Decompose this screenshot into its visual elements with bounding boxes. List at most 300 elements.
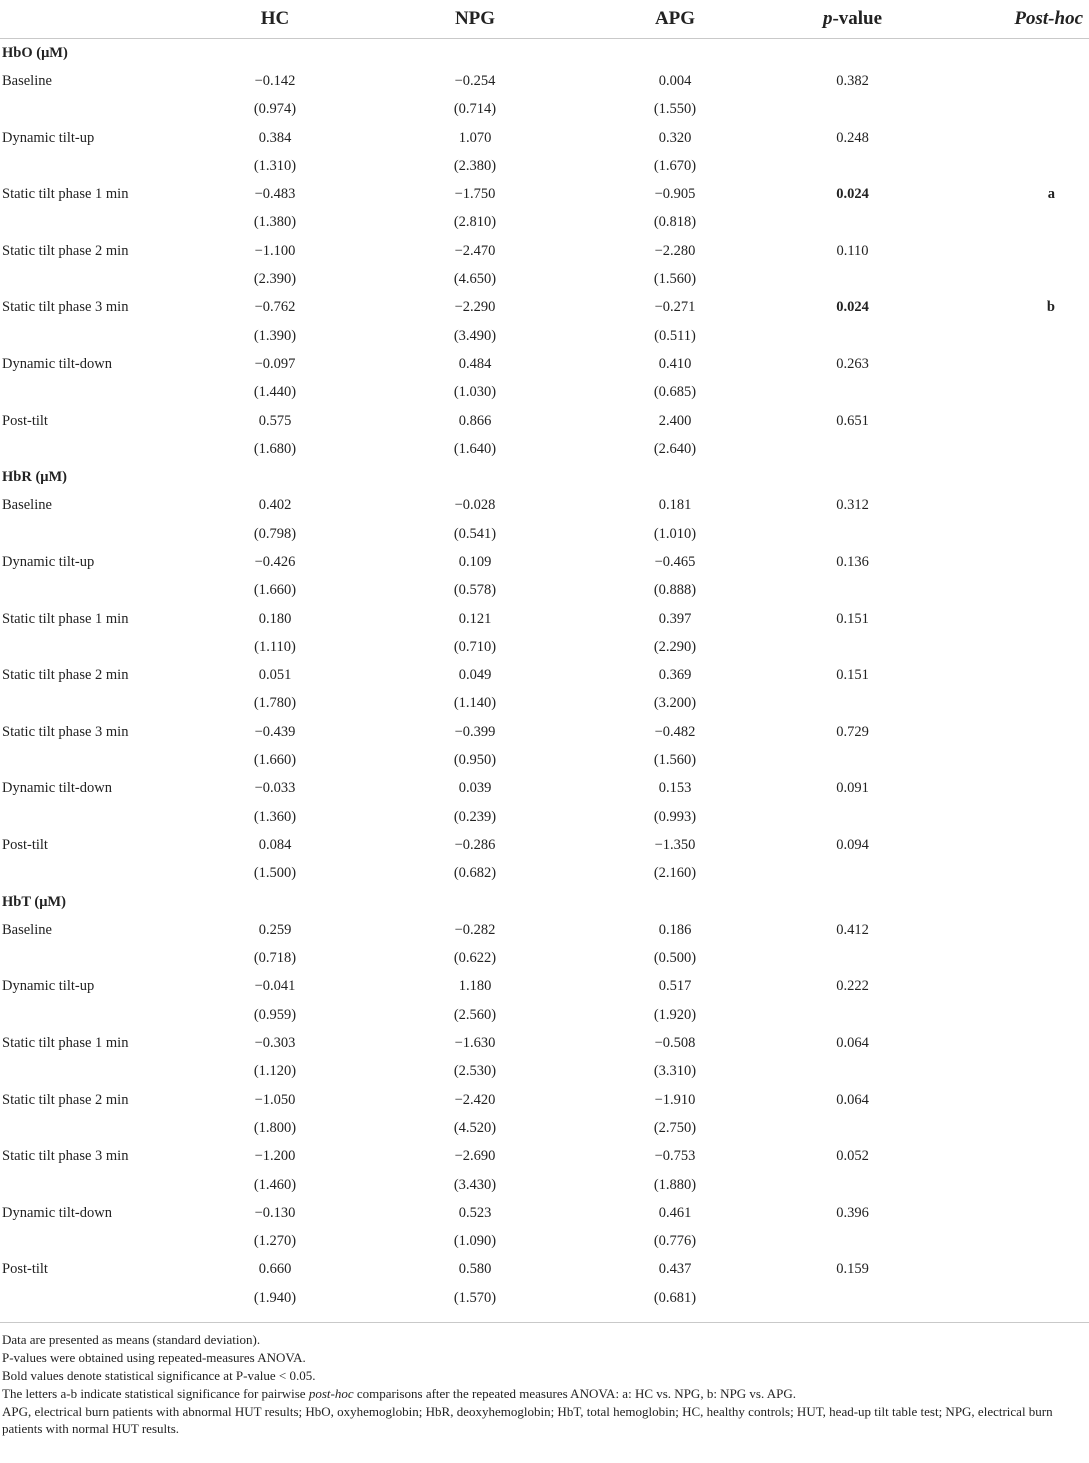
apg-mean: 0.369 [658, 667, 692, 684]
post-hoc [930, 407, 1089, 435]
npg-mean: 0.121 [458, 610, 492, 627]
apg-mean: −0.753 [654, 1148, 696, 1165]
hc-sd: (1.360) [253, 808, 297, 825]
row-label-empty [0, 746, 175, 774]
apg-sd: (0.888) [653, 582, 697, 599]
post-hoc [930, 605, 1089, 633]
row-label: Static tilt phase 1 min [2, 610, 129, 627]
hc-mean: 0.402 [258, 497, 292, 514]
post-hoc-empty [930, 1001, 1089, 1029]
hc-sd: (1.120) [253, 1063, 297, 1080]
p-value-empty [775, 520, 930, 548]
apg-sd: (0.818) [653, 214, 697, 231]
table-row [0, 1199, 1089, 1227]
row-label-empty [0, 1058, 175, 1086]
apg-sd: (2.160) [653, 865, 697, 882]
table-row [0, 294, 1089, 322]
p-value-empty [775, 1227, 930, 1255]
row-label-empty [0, 577, 175, 605]
p-value-empty [775, 1171, 930, 1199]
hc-sd: (0.959) [253, 1006, 297, 1023]
header-npg: NPG [375, 0, 575, 39]
npg-sd: (1.140) [453, 695, 497, 712]
npg-sd: (1.640) [453, 440, 497, 457]
hc-mean: −1.200 [254, 1148, 296, 1165]
table-row [0, 1029, 1089, 1057]
post-hoc [930, 973, 1089, 1001]
table-row [0, 548, 1089, 576]
apg-sd: (1.670) [653, 157, 697, 174]
apg-mean: 0.186 [658, 921, 692, 938]
hc-mean: −0.426 [254, 553, 296, 570]
hc-mean: −0.483 [254, 186, 296, 203]
hc-sd: (1.680) [253, 440, 297, 457]
table-row-sd [0, 690, 1089, 718]
hc-sd: (1.390) [253, 327, 297, 344]
npg-sd: (1.570) [453, 1289, 497, 1306]
p-value-empty [775, 1058, 930, 1086]
post-hoc [930, 1143, 1089, 1171]
section-row [0, 39, 1089, 68]
hc-mean: −0.041 [254, 978, 296, 995]
header-hc: HC [175, 0, 375, 39]
table-row-sd [0, 633, 1089, 661]
row-label-empty [0, 690, 175, 718]
footnote-posthoc-pre: The letters a-b indicate statistical significance for pairwise [2, 1385, 309, 1401]
post-hoc-empty [930, 520, 1089, 548]
post-hoc [930, 548, 1089, 576]
table-row-sd [0, 1171, 1089, 1199]
post-hoc [930, 67, 1089, 95]
apg-sd: (0.500) [653, 950, 697, 967]
table-row [0, 605, 1089, 633]
post-hoc-empty [930, 803, 1089, 831]
p-value-empty [775, 379, 930, 407]
p-value: 0.263 [836, 355, 869, 372]
post-hoc-empty [930, 152, 1089, 180]
post-hoc-empty [930, 96, 1089, 124]
npg-mean: −1.630 [454, 1035, 496, 1052]
row-label: Baseline [2, 921, 52, 938]
p-value-empty [775, 746, 930, 774]
apg-mean: 0.181 [658, 497, 692, 514]
footnote-anova: P-values were obtained using repeated-measures ANOVA. [2, 1350, 306, 1366]
post-hoc [930, 124, 1089, 152]
apg-mean: 2.400 [658, 412, 692, 429]
p-value: 0.024 [836, 299, 869, 316]
hc-sd: (0.718) [253, 950, 297, 967]
table-row [0, 831, 1089, 859]
row-label: Dynamic tilt-up [2, 129, 95, 146]
row-label: Dynamic tilt-up [2, 553, 95, 570]
hc-mean: −0.142 [254, 72, 296, 89]
p-value-empty [775, 945, 930, 973]
post-hoc [930, 831, 1089, 859]
apg-mean: 0.397 [658, 610, 692, 627]
npg-mean: 0.049 [458, 667, 492, 684]
row-label-empty [0, 265, 175, 293]
p-value-empty [775, 1284, 930, 1312]
post-hoc-empty [930, 690, 1089, 718]
npg-sd: (0.541) [453, 525, 497, 542]
p-value-empty [775, 633, 930, 661]
p-value-empty [775, 322, 930, 350]
header-apg: APG [575, 0, 775, 39]
apg-sd: (0.511) [654, 327, 696, 344]
section-title: HbO (μM) [2, 44, 68, 61]
post-hoc-empty [930, 633, 1089, 661]
hc-sd: (1.780) [253, 695, 297, 712]
apg-mean: −0.465 [654, 553, 696, 570]
apg-mean: −0.905 [654, 186, 696, 203]
apg-sd: (2.750) [653, 1119, 697, 1136]
apg-mean: 0.437 [658, 1261, 692, 1278]
post-hoc [930, 916, 1089, 944]
row-label: Static tilt phase 3 min [2, 299, 129, 316]
table-row-sd [0, 520, 1089, 548]
hc-sd: (1.110) [254, 638, 296, 655]
hc-mean: 0.575 [258, 412, 292, 429]
hc-mean: 0.384 [258, 129, 292, 146]
npg-mean: −2.690 [454, 1148, 496, 1165]
post-hoc-empty [930, 860, 1089, 888]
p-value-empty [775, 803, 930, 831]
post-hoc-empty [930, 1171, 1089, 1199]
hc-sd: (1.660) [253, 752, 297, 769]
post-hoc [930, 237, 1089, 265]
p-value: 0.052 [836, 1148, 869, 1165]
p-value: 0.024 [836, 186, 869, 203]
post-hoc [930, 1256, 1089, 1284]
table-row [0, 67, 1089, 95]
section-row [0, 888, 1089, 916]
hc-mean: −1.100 [254, 242, 296, 259]
hc-sd: (1.800) [253, 1119, 297, 1136]
post-hoc [930, 350, 1089, 378]
row-label: Static tilt phase 2 min [2, 1091, 129, 1108]
row-label-empty [0, 322, 175, 350]
row-label-empty [0, 1171, 175, 1199]
table-row [0, 1086, 1089, 1114]
hc-mean: −0.033 [254, 780, 296, 797]
post-hoc [930, 1086, 1089, 1114]
p-value-empty [775, 209, 930, 237]
p-value-empty [775, 1114, 930, 1142]
apg-mean: −1.350 [654, 836, 696, 853]
table-row-sd [0, 803, 1089, 831]
table-row [0, 124, 1089, 152]
p-value-empty [775, 1001, 930, 1029]
apg-sd: (0.685) [653, 384, 697, 401]
apg-sd: (0.681) [653, 1289, 697, 1306]
table-row-sd [0, 1001, 1089, 1029]
row-label: Post-tilt [2, 1261, 48, 1278]
footnote-posthoc-em: post-hoc [308, 1385, 354, 1401]
hc-sd: (1.940) [253, 1289, 297, 1306]
table-header [0, 0, 1089, 39]
npg-sd: (0.682) [453, 865, 497, 882]
npg-mean: 0.109 [458, 553, 492, 570]
row-label: Static tilt phase 2 min [2, 242, 129, 259]
table-row-sd [0, 746, 1089, 774]
npg-sd: (0.950) [453, 752, 497, 769]
apg-sd: (0.993) [653, 808, 697, 825]
post-hoc [930, 662, 1089, 690]
npg-sd: (1.090) [453, 1233, 497, 1250]
footnote-posthoc [2, 1385, 1089, 1403]
table-row [0, 718, 1089, 746]
npg-sd: (0.578) [453, 582, 497, 599]
apg-sd: (2.640) [653, 440, 697, 457]
npg-mean: 0.039 [458, 780, 492, 797]
p-value: 0.651 [836, 412, 869, 429]
row-label: Static tilt phase 3 min [2, 723, 129, 740]
row-label: Post-tilt [2, 836, 48, 853]
p-value-empty [775, 690, 930, 718]
p-value-empty [775, 860, 930, 888]
row-label-empty [0, 1114, 175, 1142]
post-hoc: b [1046, 299, 1055, 316]
hc-sd: (1.660) [253, 582, 297, 599]
post-hoc-empty [930, 322, 1089, 350]
npg-mean: −0.399 [454, 723, 496, 740]
p-value-empty [775, 96, 930, 124]
npg-mean: −1.750 [454, 186, 496, 203]
table-row [0, 1143, 1089, 1171]
table-row-sd [0, 1114, 1089, 1142]
apg-mean: 0.517 [658, 978, 692, 995]
apg-sd: (3.310) [653, 1063, 697, 1080]
table-row [0, 775, 1089, 803]
table-row [0, 662, 1089, 690]
apg-sd: (1.010) [653, 525, 697, 542]
apg-mean: −1.910 [654, 1091, 696, 1108]
row-label: Dynamic tilt-up [2, 978, 95, 995]
hc-sd: (1.310) [253, 157, 297, 174]
row-label-empty [0, 152, 175, 180]
table-row-sd [0, 860, 1089, 888]
p-value: 0.312 [836, 497, 869, 514]
row-label-empty [0, 1284, 175, 1312]
section-title: HbT (μM) [2, 893, 66, 910]
p-value: 0.382 [836, 72, 869, 89]
post-hoc [930, 775, 1089, 803]
row-label: Static tilt phase 1 min [2, 186, 129, 203]
table-row-sd [0, 322, 1089, 350]
table-row-sd [0, 1227, 1089, 1255]
p-value: 0.064 [836, 1091, 869, 1108]
p-value: 0.136 [836, 553, 869, 570]
post-hoc-empty [930, 577, 1089, 605]
post-hoc [930, 1199, 1089, 1227]
hc-sd: (0.798) [253, 525, 297, 542]
p-value: 0.248 [836, 129, 869, 146]
row-label-empty [0, 1001, 175, 1029]
npg-mean: 0.866 [458, 412, 492, 429]
p-value: 0.094 [836, 836, 869, 853]
p-value-empty [775, 577, 930, 605]
p-value: 0.222 [836, 978, 869, 995]
row-label: Dynamic tilt-down [2, 355, 112, 372]
apg-mean: 0.153 [658, 780, 692, 797]
table-body [0, 39, 1089, 1313]
npg-sd: (1.030) [453, 384, 497, 401]
post-hoc [930, 492, 1089, 520]
p-value: 0.110 [836, 242, 869, 259]
table-row-sd [0, 945, 1089, 973]
npg-sd: (0.714) [453, 101, 497, 118]
p-value-empty [775, 265, 930, 293]
npg-mean: −0.286 [454, 836, 496, 853]
hc-mean: −0.130 [254, 1204, 296, 1221]
table-footnotes [0, 1322, 1089, 1438]
apg-mean: −0.482 [654, 723, 696, 740]
row-label-empty [0, 209, 175, 237]
p-value: 0.151 [836, 667, 869, 684]
apg-mean: 0.410 [658, 355, 692, 372]
table-row-sd [0, 265, 1089, 293]
apg-mean: 0.320 [658, 129, 692, 146]
p-value: 0.396 [836, 1204, 869, 1221]
post-hoc-empty [930, 209, 1089, 237]
hc-sd: (1.500) [253, 865, 297, 882]
hc-mean: −0.097 [254, 355, 296, 372]
hc-sd: (0.974) [253, 101, 297, 118]
table-row-sd [0, 96, 1089, 124]
npg-mean: −2.420 [454, 1091, 496, 1108]
npg-mean: −0.254 [454, 72, 496, 89]
row-label: Static tilt phase 3 min [2, 1148, 129, 1165]
table-row [0, 180, 1089, 208]
npg-sd: (3.430) [453, 1176, 497, 1193]
post-hoc-empty [930, 1284, 1089, 1312]
post-hoc-empty [930, 1227, 1089, 1255]
apg-sd: (1.550) [653, 101, 697, 118]
p-value-empty [775, 435, 930, 463]
row-label-empty [0, 379, 175, 407]
apg-mean: 0.461 [658, 1204, 692, 1221]
row-label-empty [0, 633, 175, 661]
apg-sd: (1.560) [653, 271, 697, 288]
npg-sd: (2.380) [453, 157, 497, 174]
p-value: 0.091 [836, 780, 869, 797]
hc-mean: −0.303 [254, 1035, 296, 1052]
table-row [0, 407, 1089, 435]
footnote-bold: Bold values denote statistical significance at P-value < 0.05. [2, 1367, 316, 1383]
hc-sd: (1.270) [253, 1233, 297, 1250]
table-row [0, 916, 1089, 944]
post-hoc-empty [930, 435, 1089, 463]
npg-sd: (2.810) [453, 214, 497, 231]
row-label: Baseline [2, 72, 52, 89]
row-label-empty [0, 860, 175, 888]
npg-sd: (2.530) [453, 1063, 497, 1080]
hc-mean: 0.084 [258, 836, 292, 853]
hc-mean: −0.439 [254, 723, 296, 740]
section-row [0, 463, 1089, 491]
table-row-sd [0, 1058, 1089, 1086]
npg-mean: 1.070 [458, 129, 492, 146]
apg-mean: −2.280 [654, 242, 696, 259]
p-value-empty [775, 152, 930, 180]
npg-mean: 0.484 [458, 355, 492, 372]
npg-sd: (0.622) [453, 950, 497, 967]
table-row [0, 492, 1089, 520]
hc-sd: (2.390) [253, 271, 297, 288]
row-label: Post-tilt [2, 412, 48, 429]
table-row-sd [0, 209, 1089, 237]
post-hoc [930, 1029, 1089, 1057]
post-hoc-empty [930, 265, 1089, 293]
row-label-empty [0, 520, 175, 548]
hc-mean: 0.660 [258, 1261, 292, 1278]
apg-sd: (1.560) [653, 752, 697, 769]
table-row [0, 350, 1089, 378]
header-p-value [775, 0, 930, 39]
row-label-empty [0, 435, 175, 463]
apg-sd: (0.776) [653, 1233, 697, 1250]
footnote-abbreviations: APG, electrical burn patients with abnormal HUT results; HbO, oxyhemoglobin; HbR, deoxyhemoglobin; HbT, total hemoglobin; HC, healthy controls; HUT, head-up tilt table test; NPG, electrical burn patients with normal HUT results. [2, 1403, 1053, 1437]
footnote-means: Data are presented as means (standard deviation). [2, 1332, 261, 1348]
header-label [0, 0, 175, 39]
npg-sd: (2.560) [453, 1006, 497, 1023]
npg-mean: −0.028 [454, 497, 496, 514]
apg-sd: (2.290) [653, 638, 697, 655]
p-value: 0.151 [836, 610, 869, 627]
apg-mean: 0.004 [658, 72, 692, 89]
apg-mean: −0.271 [654, 299, 696, 316]
footnote-posthoc-post: comparisons after the repeated measures ANOVA: a: HC vs. NPG, b: NPG vs. APG. [353, 1385, 797, 1401]
table-row [0, 1256, 1089, 1284]
p-value: 0.729 [836, 723, 869, 740]
post-hoc-empty [930, 746, 1089, 774]
table-row-sd [0, 152, 1089, 180]
npg-sd: (3.490) [453, 327, 497, 344]
header-row [0, 0, 1089, 39]
p-value: 0.159 [836, 1261, 869, 1278]
table-row-sd [0, 435, 1089, 463]
row-label: Static tilt phase 1 min [2, 1035, 129, 1052]
npg-sd: (0.710) [453, 638, 497, 655]
header-p-suffix: -value [832, 8, 883, 29]
row-label: Dynamic tilt-down [2, 1204, 112, 1221]
p-value: 0.412 [836, 921, 869, 938]
post-hoc-empty [930, 1058, 1089, 1086]
row-label-empty [0, 96, 175, 124]
header-p-letter: p [822, 8, 833, 29]
post-hoc [930, 718, 1089, 746]
header-post-hoc: Post-hoc [930, 0, 1089, 39]
hc-mean: −0.762 [254, 299, 296, 316]
section-title: HbR (μM) [2, 469, 68, 486]
post-hoc: a [1047, 186, 1055, 203]
p-value: 0.064 [836, 1035, 869, 1052]
apg-mean: −0.508 [654, 1035, 696, 1052]
table-row-sd [0, 577, 1089, 605]
table-row [0, 973, 1089, 1001]
hc-mean: −1.050 [254, 1091, 296, 1108]
row-label: Static tilt phase 2 min [2, 667, 129, 684]
row-label-empty [0, 945, 175, 973]
apg-sd: (3.200) [653, 695, 697, 712]
npg-mean: 0.523 [458, 1204, 492, 1221]
npg-sd: (4.520) [453, 1119, 497, 1136]
npg-mean: 0.580 [458, 1261, 492, 1278]
row-label: Dynamic tilt-down [2, 780, 112, 797]
row-label-empty [0, 803, 175, 831]
npg-mean: −0.282 [454, 921, 496, 938]
npg-sd: (4.650) [453, 271, 497, 288]
